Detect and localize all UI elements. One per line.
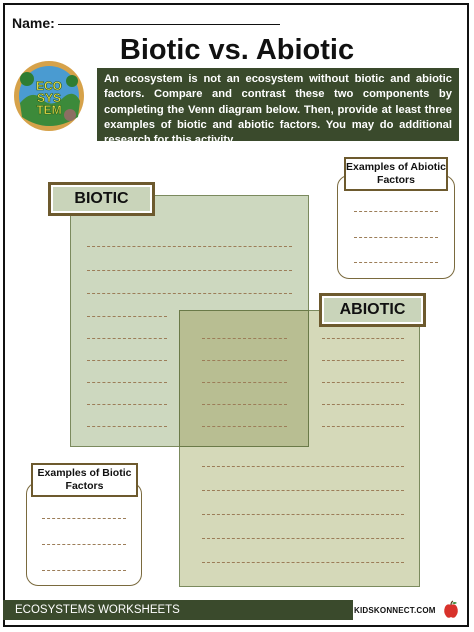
logo-text-1: ECO (35, 79, 63, 93)
biotic-example-line[interactable] (42, 518, 126, 519)
abiotic-write-line[interactable] (202, 490, 404, 491)
abiotic-write-line[interactable] (322, 426, 404, 427)
biotic-label: BIOTIC (48, 182, 155, 216)
overlap-write-line[interactable] (202, 382, 287, 383)
name-row (12, 12, 55, 34)
abiotic-write-line[interactable] (322, 382, 404, 383)
biotic-write-line[interactable] (87, 404, 167, 405)
biotic-example-line[interactable] (42, 544, 126, 545)
overlap-write-line[interactable] (202, 360, 287, 361)
brand-text[interactable]: KIDSKONNECT.COM (354, 606, 436, 615)
biotic-write-line[interactable] (87, 316, 167, 317)
abiotic-write-line[interactable] (322, 360, 404, 361)
abiotic-write-line[interactable] (202, 562, 404, 563)
overlap-write-line[interactable] (202, 404, 287, 405)
overlap-write-line[interactable] (202, 426, 287, 427)
abiotic-examples-title: Examples of Abiotic Factors (344, 157, 448, 191)
logo-text-2: SYS (36, 91, 62, 105)
logo-text-3: TEM (36, 103, 62, 117)
abiotic-example-line[interactable] (354, 262, 438, 263)
ecosystem-logo (12, 59, 86, 133)
abiotic-example-line[interactable] (354, 211, 438, 212)
abiotic-write-line[interactable] (322, 338, 404, 339)
page-title: Biotic vs. Abiotic (119, 34, 355, 66)
abiotic-write-line[interactable] (202, 514, 404, 515)
biotic-write-line[interactable] (87, 360, 167, 361)
name-label: Name: (12, 15, 55, 31)
name-field[interactable] (58, 24, 280, 25)
abiotic-write-line[interactable] (202, 538, 404, 539)
abiotic-write-line[interactable] (202, 466, 404, 467)
biotic-example-line[interactable] (42, 570, 126, 571)
instructions-box: An ecosystem is not an ecosystem without biotic and abiotic factors. Compare and contrast these two components by completing the Venn diagram below. Then, provide at least three examples of biotic and abiotic factors. You may do additional research for this activity. (97, 68, 459, 141)
footer-bar: ECOSYSTEMS WORKSHEETS (3, 600, 353, 620)
biotic-write-line[interactable] (87, 270, 292, 271)
biotic-write-line[interactable] (87, 382, 167, 383)
biotic-examples-title: Examples of Biotic Factors (31, 463, 138, 497)
abiotic-write-line[interactable] (322, 404, 404, 405)
biotic-write-line[interactable] (87, 426, 167, 427)
overlap-write-line[interactable] (202, 338, 287, 339)
abiotic-label: ABIOTIC (319, 293, 426, 327)
biotic-write-line[interactable] (87, 293, 292, 294)
abiotic-example-line[interactable] (354, 237, 438, 238)
apple-icon (441, 600, 461, 620)
biotic-write-line[interactable] (87, 246, 292, 247)
biotic-write-line[interactable] (87, 338, 167, 339)
